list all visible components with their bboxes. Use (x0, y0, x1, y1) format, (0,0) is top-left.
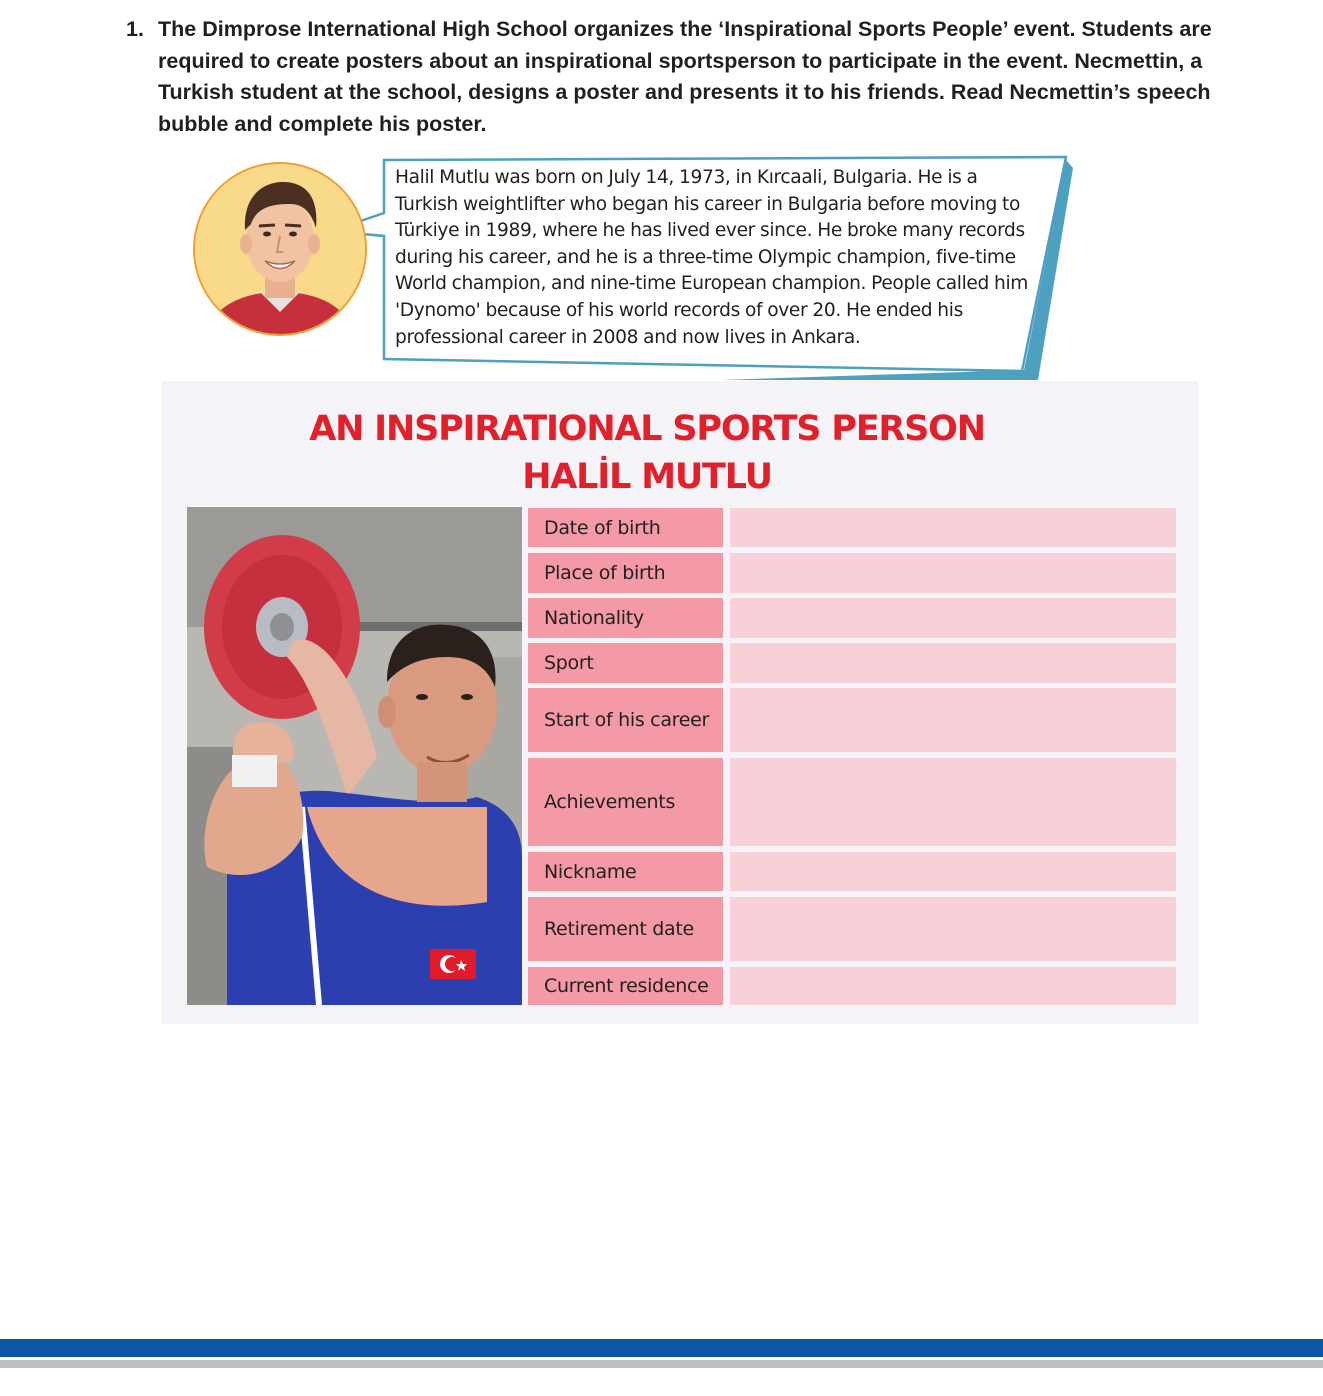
row-label: Nationality (528, 598, 723, 638)
poster-row-nickname (528, 852, 1176, 891)
poster-subtitle-name: HALİL MUTLU (522, 457, 772, 497)
speech-bubble-text: Halil Mutlu was born on July 14, 1973, in Kırcaali, Bulgaria. He is a Turkish weightlifter who began his career in Bulgaria before moving to Türkiye in 1989, where he has lived ever since. He broke many records during his career, and he is a three-time Olympic champion, five-time World champion, and nine-time European champion. People called him 'Dynomo' because of his world records of over 20. He ended his professional career in 2008 and now lives in Ankara. (395, 167, 1029, 348)
nickname-field[interactable] (730, 852, 1176, 891)
poster (162, 381, 1198, 1024)
row-label: Place of birth (528, 553, 723, 593)
footer-stripe-grey (0, 1360, 1323, 1368)
poster-row-nationality (528, 598, 1176, 638)
poster-row-sport (528, 643, 1176, 683)
row-label: Sport (528, 643, 723, 683)
poster-row-start-of-career (528, 688, 1176, 752)
student-avatar (193, 162, 367, 336)
row-label: Current residence (528, 967, 723, 1005)
retirement-date-field[interactable] (730, 897, 1176, 961)
place-of-birth-field[interactable] (730, 553, 1176, 593)
poster-row-date-of-birth (528, 508, 1176, 547)
row-label: Start of his career (528, 688, 723, 752)
poster-row-current-residence (528, 967, 1176, 1005)
question-text: The Dimprose International High School organizes the ‘Inspirational Sports People’ event. Students are required to create posters about an inspirational sportsperson to participate in the event. Necmettin, a Turkish student at the school, designs a poster and presents it to his friends. Read Necmettin’s speech bubble and complete his poster. (158, 17, 1212, 136)
row-label: Achievements (528, 758, 723, 846)
footer-stripe-blue (0, 1339, 1323, 1357)
poster-row-achievements (528, 758, 1176, 846)
row-label: Retirement date (528, 897, 723, 961)
row-label: Date of birth (528, 508, 723, 547)
date-of-birth-field[interactable] (730, 508, 1176, 547)
nationality-field[interactable] (730, 598, 1176, 638)
question-number: 1. (126, 17, 144, 41)
weightlifter-photo (187, 507, 522, 1005)
start-of-career-field[interactable] (730, 688, 1176, 752)
poster-row-place-of-birth (528, 553, 1176, 593)
sport-field[interactable] (730, 643, 1176, 683)
poster-title: AN INSPIRATIONAL SPORTS PERSON (309, 409, 985, 449)
poster-row-retirement-date (528, 897, 1176, 961)
achievements-field[interactable] (730, 758, 1176, 846)
current-residence-field[interactable] (730, 967, 1176, 1005)
row-label: Nickname (528, 852, 723, 891)
